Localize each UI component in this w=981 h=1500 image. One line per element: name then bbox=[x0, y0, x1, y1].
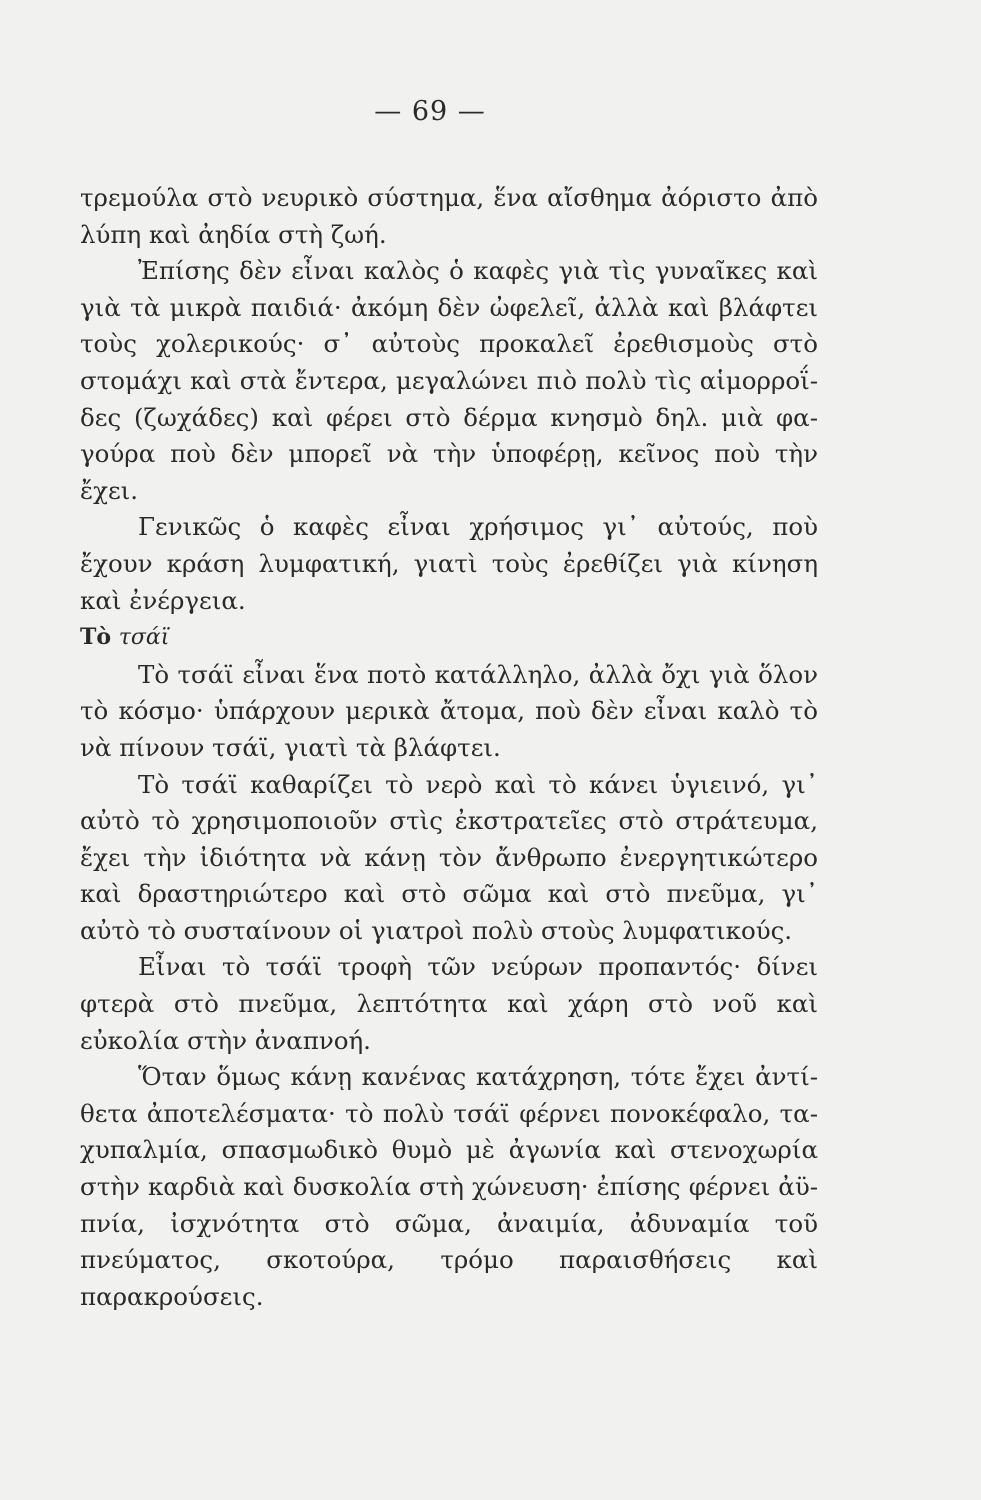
body-text bbox=[80, 180, 818, 1315]
section-heading-tea bbox=[80, 619, 818, 657]
paragraph-tea-abuse: Ὅταν ὅμως κάνῃ κανένας κατάχρηση, τότε ἔχει ἀντίθετα ἀποτελέσματα· τὸ πολὺ τσάϊ φέρνει πονοκέφαλο, ταχυπαλμία, σπασμωδικὸ θυμὸ μὲ ἀγωνία καὶ στενοχωρία στὴν καρδιὰ καὶ δυσκολία στὴ χώνευση· ἐπίσης φέρνει ἀϋπνία, ἰσχνότητα στὸ σῶμα, ἀναιμία, ἀδυναμία τοῦ πνεύματος, σκοτούρα, τρόμο παραισθήσεις καὶ παρακρούσεις. bbox=[80, 1062, 818, 1311]
section-heading-bold: Τὸ bbox=[80, 624, 112, 651]
paragraph-tea-suitability: Τὸ τσάϊ εἶναι ἕνα ποτὸ κατάλληλο, ἀλλὰ ὄχι γιὰ ὅλον τὸ κόσμο· ὑπάρχουν μερικὰ ἄτομα, ποὺ δὲν εἶναι καλὸ τὸ νὰ πίνουν τσάϊ, γιατὶ τὰ βλάφτει. bbox=[80, 659, 818, 762]
paragraph-continuation: τρεμούλα στὸ νευρικὸ σύστημα, ἕνα αἴσθημα ἀόριστο ἀπὸ λύπη καὶ ἀηδία στὴ ζωή. bbox=[80, 183, 818, 249]
section-heading-rest: τσάϊ bbox=[118, 625, 170, 651]
paragraph-coffee-women-children: Ἐπίσης δὲν εἶναι καλὸς ὁ καφὲς γιὰ τὶς γυναῖκες καὶ γιὰ τὰ μικρὰ παιδιά· ἀκόμη δὲν ὠφελεῖ, ἀλλὰ καὶ βλάφτει τοὺς χολερικούς· σ᾽ αὐτοὺς προκαλεῖ ἐρεθισμοὺς στὸ στομάχι καὶ στὰ ἔντερα, μεγαλώνει πιὸ πολὺ τὶς αἱμορροΐδες (ζωχάδες) καὶ φέρει στὸ δέρμα κνησμὸ δηλ. μιὰ φαγούρα ποὺ δὲν μπορεῖ νὰ τὴν ὑποφέρῃ, κεῖνος ποὺ τὴν ἔχει. bbox=[80, 256, 818, 505]
paragraph-coffee-lymphatic: Γενικῶς ὁ καφὲς εἶναι χρήσιμος γι᾽ αὐτούς, ποὺ ἔχουν κράση λυμφατική, γιατὶ τοὺς ἐρεθίζει γιὰ κίνηση καὶ ἐνέργεια. bbox=[80, 512, 818, 615]
paragraph-tea-nerves: Εἶναι τὸ τσάϊ τροφὴ τῶν νεύρων προπαντός· δίνει φτερὰ στὸ πνεῦμα, λεπτότητα καὶ χάρη στὸ νοῦ καὶ εὐκολία στὴν ἀναπνοή. bbox=[80, 952, 818, 1055]
page-number: — 69 — bbox=[374, 96, 486, 127]
paragraph-tea-water: Τὸ τσάϊ καθαρίζει τὸ νερὸ καὶ τὸ κάνει ὑγιεινό, γι᾽ αὐτὸ τὸ χρησιμοποιοῦν στὶς ἐκστρατεῖες στὸ στράτευμα, ἔχει τὴν ἰδιότητα νὰ κάνῃ τὸν ἄνθρωπο ἐνεργητικώτερο καὶ δραστηριώτερο καὶ στὸ σῶμα καὶ στὸ πνεῦμα, γι᾽ αὐτὸ τὸ συσταίνουν οἱ γιατροὶ πολὺ στοὺς λυμφατικούς. bbox=[80, 769, 818, 945]
